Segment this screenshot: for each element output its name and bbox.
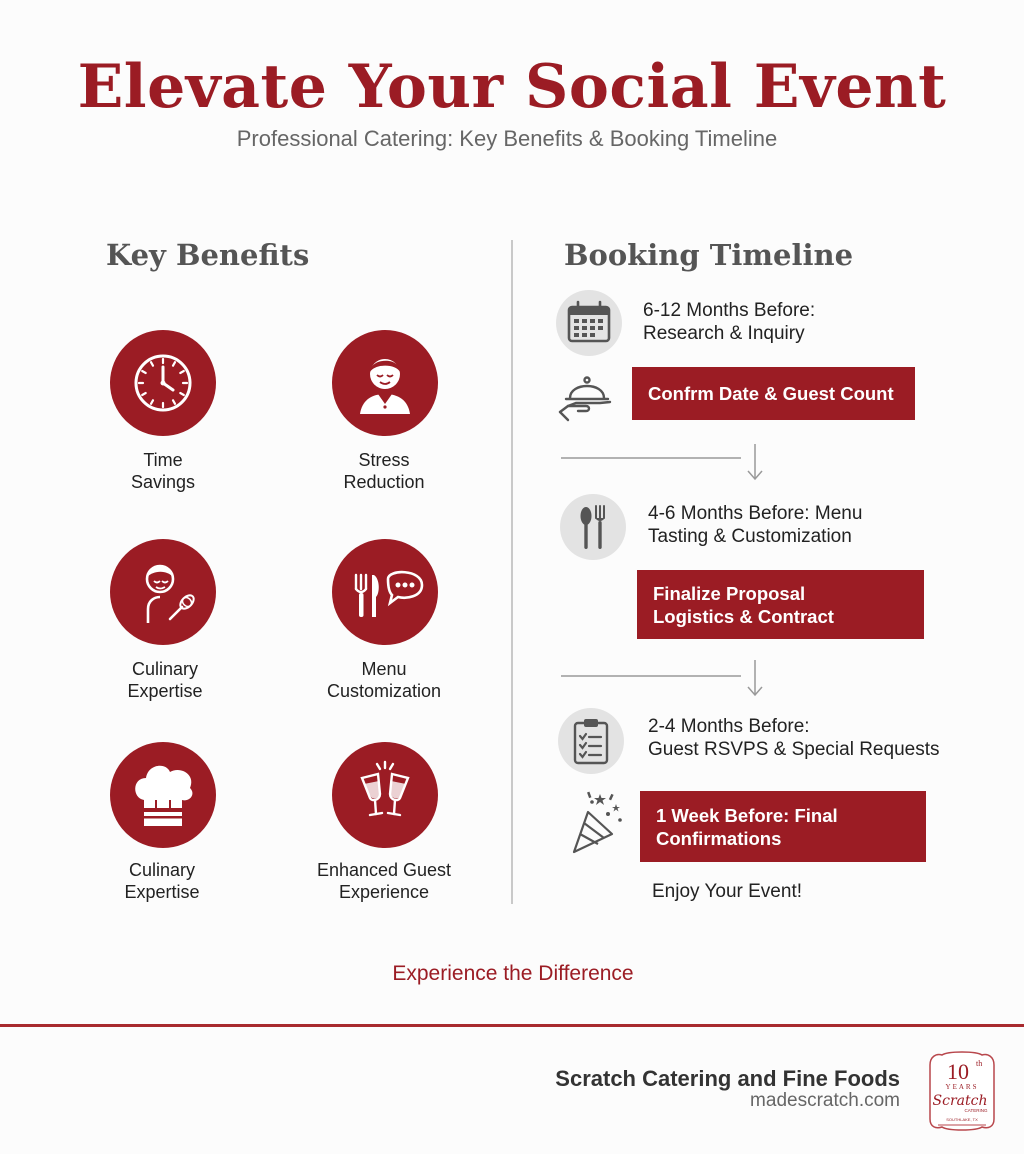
timeline-step-text: 6-12 Months Before: Research & Inquiry [643,300,816,344]
timeline-step-text: 4-6 Months Before: Menu Tasting & Customization [648,503,863,547]
tagline: Experience the Difference [392,962,634,985]
benefit-stress-reduction [332,330,438,436]
spoon-fork-icon [560,494,626,560]
company-name: Scratch Catering and Fine Foods [555,1066,900,1091]
clipboard-checklist-icon [558,708,624,774]
benefit-label: Time Savings [130,450,196,492]
timeline-step-icon [560,494,626,560]
timeline-step-icon [556,290,622,356]
logo-number: 10 [947,1059,969,1084]
clock-icon [110,330,216,436]
logo-location: SOUTHLAKE, TX [946,1117,978,1122]
benefit-label: Stress Reduction [343,450,425,492]
calendar-icon [556,290,622,356]
benefit-label: Culinary Expertise [124,860,200,902]
benefit-culinary-expertise [110,539,216,645]
chef-whisk-icon [110,539,216,645]
website-link[interactable]: madescratch.com [750,1090,900,1111]
benefit-enhanced-guest-experience [332,742,438,848]
booking-timeline-heading: Booking Timeline [564,238,854,272]
timeline-step-text: 2-4 Months Before: Guest RSVPS & Special Requests [648,716,940,760]
timeline-arrow [561,660,771,700]
serving-cloche-icon [556,366,618,426]
logo-small: CATERING [964,1108,988,1113]
logo-script: Scratch [932,1093,988,1109]
footer-rule [0,1024,1024,1027]
ten-years-anniversary-logo [924,1049,1000,1133]
logo-sup: th [976,1059,983,1068]
page-title: Elevate Your Social Event [77,52,947,122]
utensils-chat-icon [332,539,438,645]
relaxed-person-icon [332,330,438,436]
benefit-label: Menu Customization [326,659,442,701]
benefit-label: Enhanced Guest Experience [316,860,452,902]
timeline-step-box: Finalize Proposal Logistics & Contract [637,570,924,639]
champagne-toast-icon [332,742,438,848]
timeline-closing: Enjoy Your Event! [652,881,802,902]
timeline-step-box: Confrm Date & Guest Count [632,367,915,420]
timeline-step-icon [558,708,624,774]
logo-years: YEARS [945,1083,979,1091]
benefit-label: Culinary Expertise [127,659,203,701]
timeline-arrow [561,444,771,484]
benefit-time-savings [110,330,216,436]
benefit-culinary-expertise-hat [110,742,216,848]
chef-hat-icon [110,742,216,848]
key-benefits-heading: Key Benefits [106,238,310,272]
party-popper-icon [566,790,628,856]
timeline-step-box: 1 Week Before: Final Confirmations [640,791,926,862]
benefit-menu-customization [332,539,438,645]
column-divider [511,240,513,904]
page-subtitle: Professional Catering: Key Benefits & Booking Timeline [236,126,778,151]
